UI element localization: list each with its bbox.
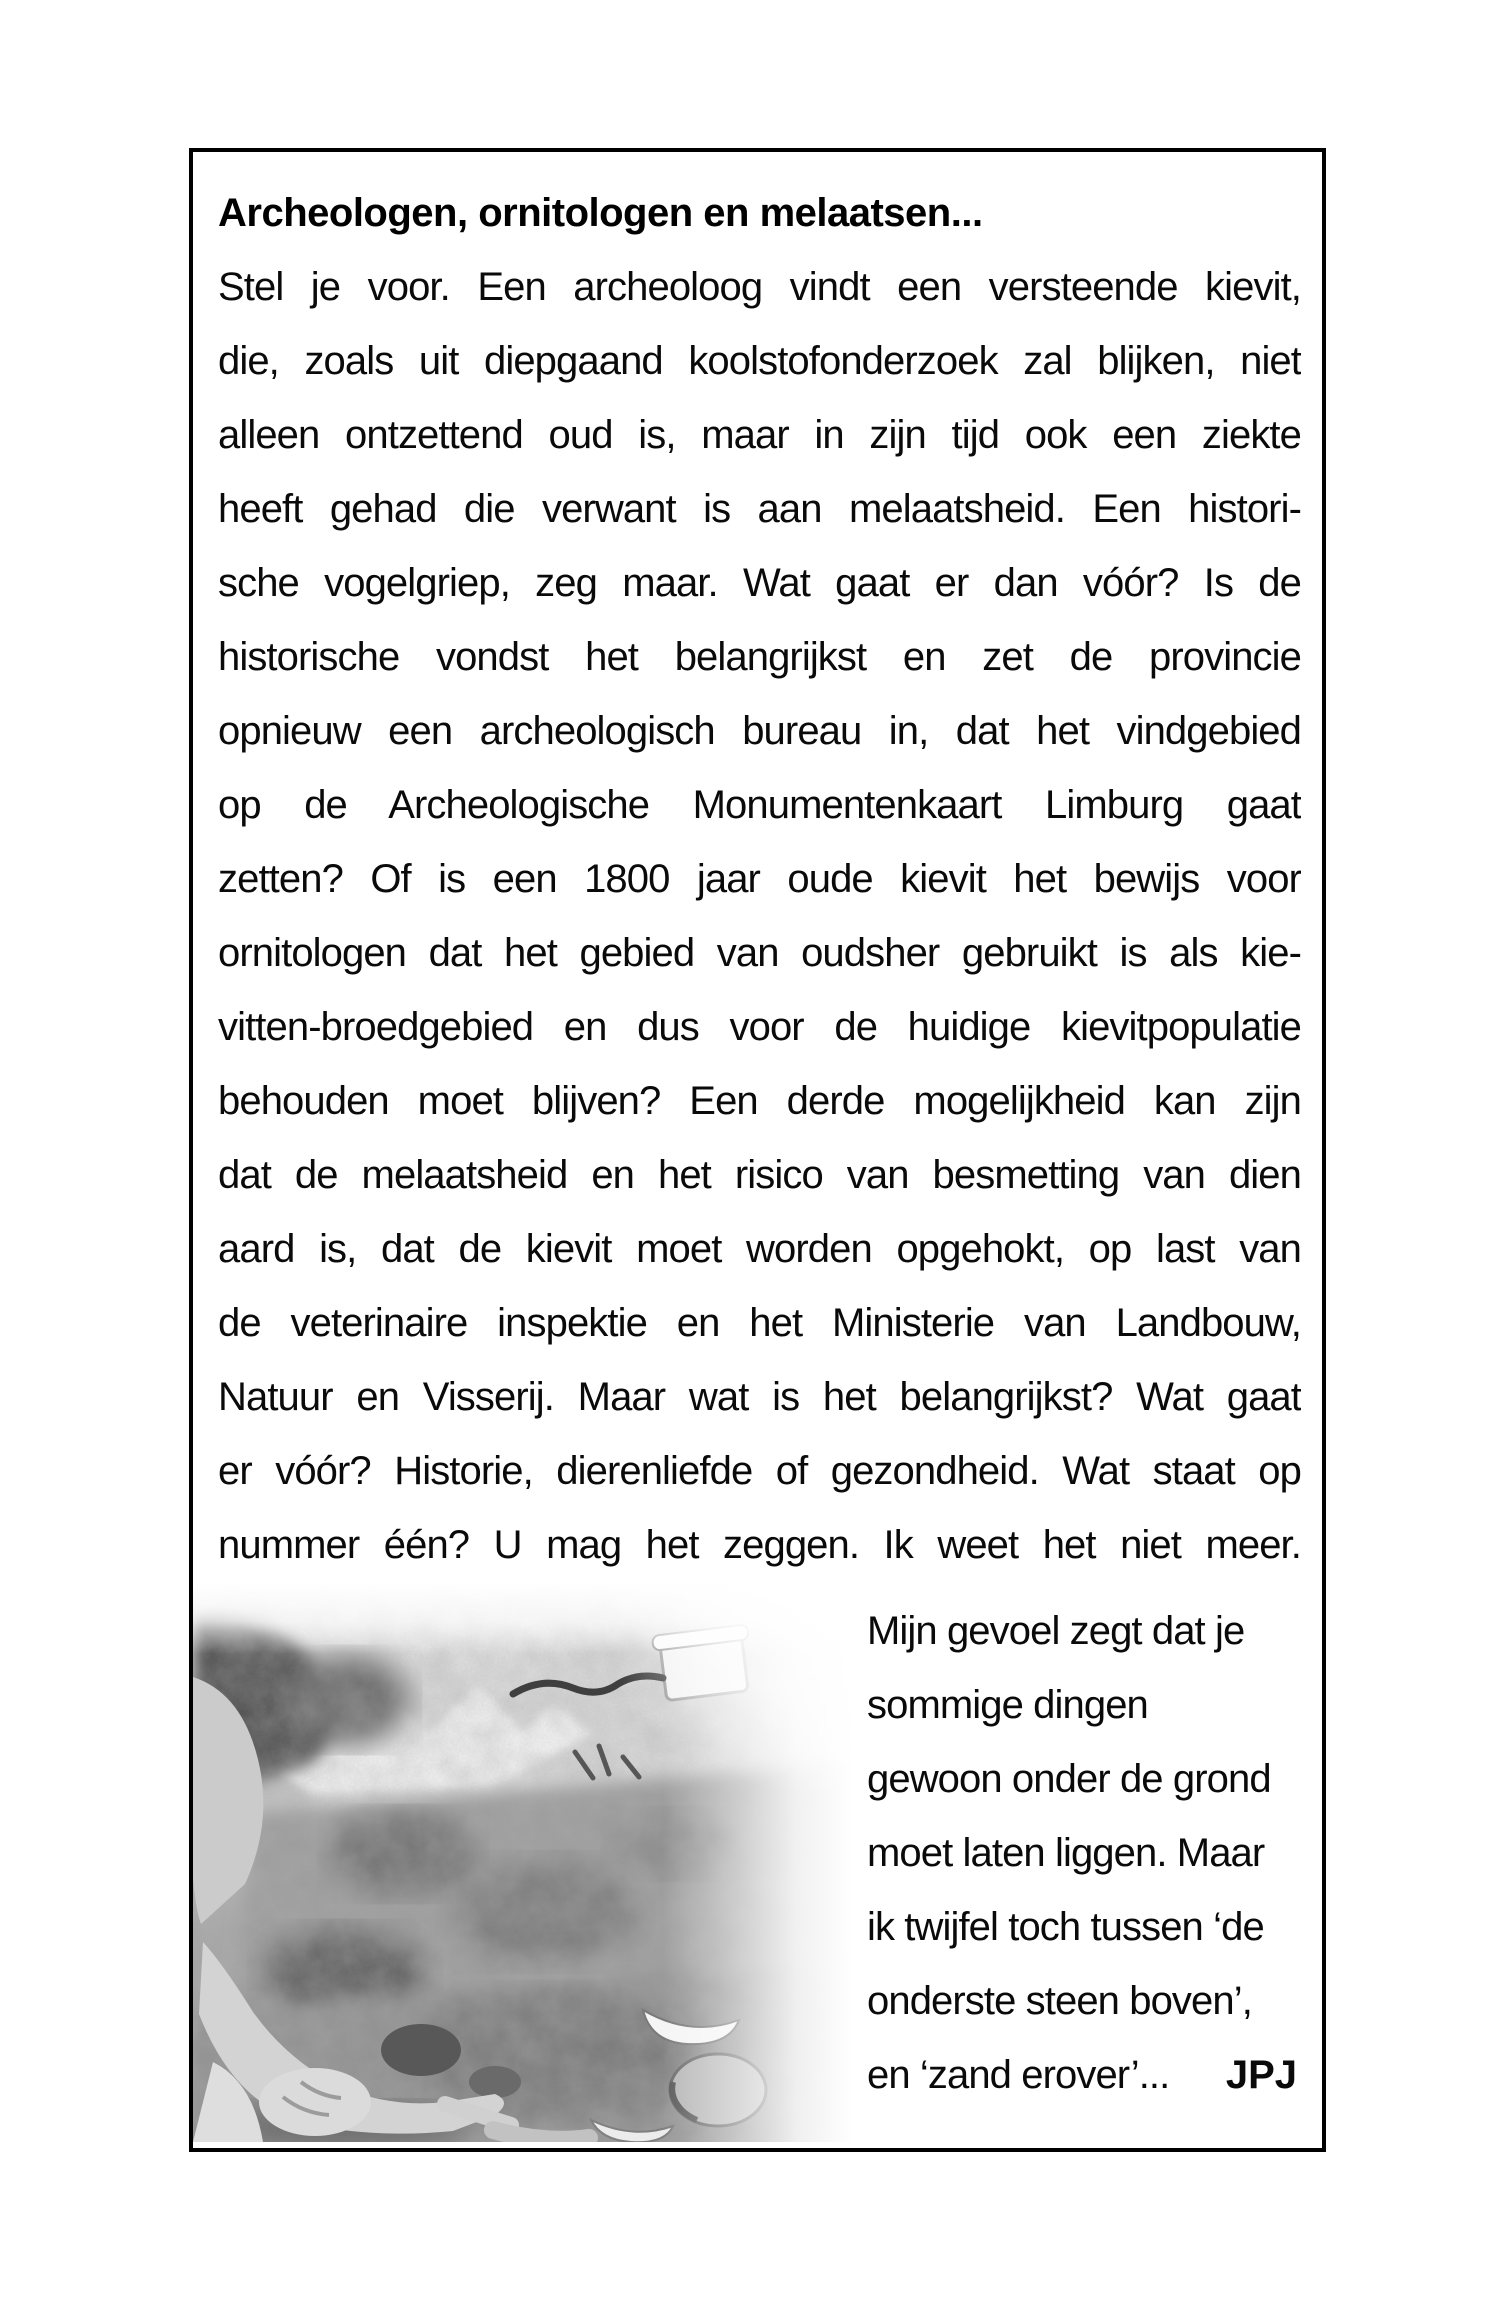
aside-line: onderste steen boven’,: [867, 1979, 1252, 2023]
aside-line: moet laten liggen. Maar: [867, 1831, 1265, 1875]
article-line: de veterinaire inspektie en het Ministerie van Landbouw,: [218, 1301, 1301, 1345]
article-line: nummer één? U mag het zeggen. Ik weet het niet meer.: [218, 1523, 1301, 1567]
author-initials: JPJ: [1225, 2053, 1297, 2097]
article-line: alleen ontzettend oud is, maar in zijn tijd ook een ziekte: [218, 413, 1301, 457]
article-line: Natuur en Visserij. Maar wat is het belangrijkst? Wat gaat: [218, 1375, 1301, 1419]
aside-closing-text: en ‘zand erover’...: [867, 2053, 1170, 2097]
aside-line: ik twijfel toch tussen ‘de: [867, 1905, 1264, 1949]
article-line: heeft gehad die verwant is aan melaatsheid. Een histori-: [218, 487, 1301, 531]
article-title: Archeologen, ornitologen en melaatsen...: [218, 191, 983, 235]
aside-line: sommige dingen: [867, 1683, 1148, 1727]
article-line: aard is, dat de kievit moet worden opgehokt, op last van: [218, 1227, 1301, 1271]
article-line: behouden moet blijven? Een derde mogelijkheid kan zijn: [218, 1079, 1301, 1123]
article-line: historische vondst het belangrijkst en zet de provincie: [218, 635, 1301, 679]
aside-line: Mijn gevoel zegt dat je: [867, 1609, 1245, 1653]
article-line: dat de melaatsheid en het risico van besmetting van dien: [218, 1153, 1301, 1197]
aside-line: gewoon onder de grond: [867, 1757, 1271, 1801]
photo-and-aside-row: [193, 1582, 1301, 2142]
excavation-photo: [193, 1582, 853, 2142]
article-line: sche vogelgriep, zeg maar. Wat gaat er dan vóór? Is de: [218, 561, 1301, 605]
article-line: vitten-broedgebied en dus voor de huidige kievitpopulatie: [218, 1005, 1301, 1049]
article-line: op de Archeologische Monumentenkaart Limburg gaat: [218, 783, 1301, 827]
article-line: ornitologen dat het gebied van oudsher gebruikt is als kie-: [218, 931, 1301, 975]
aside-closing-line: [867, 2038, 1301, 2112]
article-line: zetten? Of is een 1800 jaar oude kievit het bewijs voor: [218, 857, 1301, 901]
article-line: opnieuw een archeologisch bureau in, dat het vindgebied: [218, 709, 1301, 753]
article-content: [193, 152, 1322, 2142]
article-line: er vóór? Historie, dierenliefde of gezondheid. Wat staat op: [218, 1449, 1301, 1493]
article-line: die, zoals uit diepgaand koolstofonderzoek zal blijken, niet: [218, 339, 1301, 383]
aside-column: [853, 1582, 1301, 2142]
excavation-photo-art: [193, 1582, 853, 2142]
article-line: Stel je voor. Een archeoloog vindt een versteende kievit,: [218, 265, 1301, 309]
article-box: [189, 148, 1326, 2152]
